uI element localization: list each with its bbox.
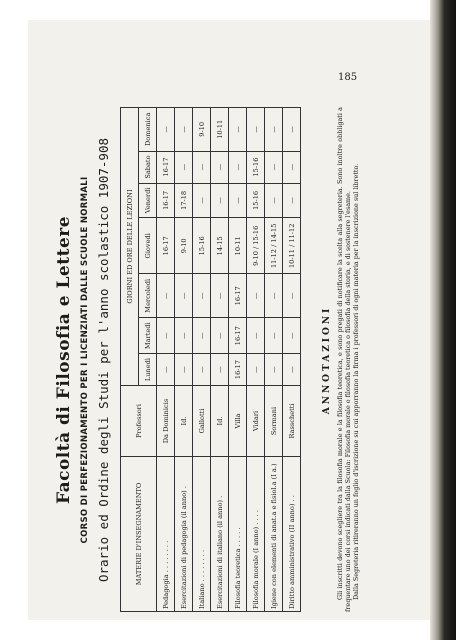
table-row xyxy=(265,108,283,612)
cell-orario: — xyxy=(175,274,193,318)
note-paragraph: Dalla Segreteria ritireranno un foglio d'iscrizione su cui apporranno la firma i professori di ogni materia per la inscrizione sul libretto. xyxy=(352,163,360,600)
cell-orario: — xyxy=(175,318,193,354)
cell-orario: 10-11 xyxy=(211,108,229,152)
cell-orario: — xyxy=(211,318,229,354)
cell-orario: — xyxy=(265,183,283,218)
table-row xyxy=(247,108,265,612)
table-row xyxy=(283,108,301,612)
cell-materia: Diritto amministrativo (II anno) . . xyxy=(283,457,301,612)
day-header: Mercoledì xyxy=(139,274,157,318)
rotated-content xyxy=(50,90,390,630)
cell-professore: Vidari xyxy=(247,386,265,457)
cell-orario: — xyxy=(193,274,211,318)
day-header: Lunedì xyxy=(139,354,157,386)
cell-orario: — xyxy=(283,151,301,183)
cell-orario: 16-17 xyxy=(229,318,247,354)
cell-orario: — xyxy=(157,274,175,318)
cell-orario: — xyxy=(247,354,265,386)
cell-orario: — xyxy=(229,151,247,183)
cell-orario: — xyxy=(229,183,247,218)
cell-orario: 16-17 xyxy=(157,151,175,183)
cell-orario: — xyxy=(211,183,229,218)
table-row xyxy=(211,108,229,612)
cell-orario: — xyxy=(283,274,301,318)
cell-orario: — xyxy=(193,318,211,354)
cell-orario: — xyxy=(175,108,193,152)
cell-professore: Gallotti xyxy=(193,386,211,457)
cell-orario: — xyxy=(229,108,247,152)
cell-professore: Id. xyxy=(211,386,229,457)
day-header: Domenica xyxy=(139,108,157,152)
cell-orario: — xyxy=(265,354,283,386)
cell-professore: Da Dominicis xyxy=(157,386,175,457)
cell-orario: 16-17 xyxy=(157,218,175,274)
header-professori: Professori xyxy=(121,386,157,457)
cell-orario: — xyxy=(193,354,211,386)
day-header: Martedì xyxy=(139,318,157,354)
cell-orario: 9-10 xyxy=(175,218,193,274)
table-row xyxy=(157,108,175,612)
cell-orario: — xyxy=(211,151,229,183)
table-row xyxy=(175,108,193,612)
cell-orario: — xyxy=(175,151,193,183)
table-body xyxy=(157,108,301,612)
cell-professore: Rasschetti xyxy=(283,386,301,457)
cell-professore: Sormani xyxy=(265,386,283,457)
cell-orario: 14-15 xyxy=(211,218,229,274)
faculty-title: Facoltà di Filosofia e Lettere xyxy=(54,215,74,505)
cell-orario: — xyxy=(211,274,229,318)
cell-materia: Esercitazioni di pedagogia (il anno) . xyxy=(175,457,193,612)
notes-heading: ANNOTAZIONI xyxy=(322,305,332,415)
cell-professore: Id. xyxy=(175,386,193,457)
cell-orario: 15-16 xyxy=(247,151,265,183)
cell-orario: 11-12 / 14-15 xyxy=(265,218,283,274)
schedule-title: Orario ed Ordine degli Studi per l'anno scolastico 1907-908 xyxy=(96,138,111,583)
table-row xyxy=(193,108,211,612)
cell-orario: 16-17 xyxy=(229,354,247,386)
cell-materia: Esercitazioni di italiano (il anno) . xyxy=(211,457,229,612)
cell-orario: 15-16 xyxy=(247,183,265,218)
cell-orario: 15-16 xyxy=(193,218,211,274)
cell-orario: — xyxy=(283,108,301,152)
table-header-row xyxy=(121,108,139,612)
table-row xyxy=(229,108,247,612)
cell-orario: — xyxy=(175,354,193,386)
cell-orario: — xyxy=(247,274,265,318)
header-materia: MATERIE D'INSEGNAMENTO xyxy=(121,457,157,612)
schedule-table xyxy=(120,107,301,612)
notes-text xyxy=(336,107,360,612)
cell-professore: Villa xyxy=(229,386,247,457)
cell-orario: — xyxy=(265,151,283,183)
cell-orario: — xyxy=(157,108,175,152)
cell-orario: — xyxy=(265,108,283,152)
cell-orario: — xyxy=(283,318,301,354)
cell-orario: — xyxy=(247,318,265,354)
book-edge-shadow xyxy=(430,0,456,640)
cell-orario: 16-17 xyxy=(229,274,247,318)
day-header: Venerdì xyxy=(139,183,157,218)
cell-materia: Pedagogia . . . . . . . . xyxy=(157,457,175,612)
cell-orario: 10-11 xyxy=(229,218,247,274)
cell-orario: 9-10 / 15-16 xyxy=(247,218,265,274)
cell-orario: 17-18 xyxy=(175,183,193,218)
cell-materia: Filosofia morale (I anno) . . . . xyxy=(247,457,265,612)
cell-orario: — xyxy=(283,183,301,218)
cell-orario: — xyxy=(283,354,301,386)
page-number: 185 xyxy=(338,72,358,83)
header-giorni: GIORNI ED ORE DELLE LEZIONI xyxy=(121,108,139,386)
note-paragraph: Gli inscritti devono scegliere tra la filosofia morale e la filosofia teoretica, e sono pregati di notificare la scelta alla segreteria. Sono inoltre obbligati a frequentare uno dei corsi indicati dalla Scuola: Filosofia morale o filosofia teoretica o filosofia della storia, e di sostenere l'esame. xyxy=(336,107,352,612)
cell-orario: — xyxy=(193,151,211,183)
cell-orario: — xyxy=(247,108,265,152)
cell-materia: Italiano . . . . . . . . xyxy=(193,457,211,612)
day-header: Giovedì xyxy=(139,218,157,274)
cell-materia: Filosofia teoretica . . . . . xyxy=(229,457,247,612)
cell-materia: Igiene con elementi di anat.a e fisiol.a (I a.) xyxy=(265,457,283,612)
course-subtitle: CORSO DI PERFEZIONAMENTO PER I LICENZIATI DALLE SCUOLE NORMALI xyxy=(80,176,90,544)
cell-orario: — xyxy=(193,183,211,218)
day-header: Sabato xyxy=(139,151,157,183)
cell-orario: — xyxy=(265,318,283,354)
cell-orario: 9-10 xyxy=(193,108,211,152)
cell-orario: — xyxy=(157,354,175,386)
cell-orario: — xyxy=(211,354,229,386)
cell-orario: 16-17 xyxy=(157,183,175,218)
cell-orario: — xyxy=(157,318,175,354)
cell-orario: — xyxy=(265,274,283,318)
cell-orario: 10-11 / 11-12 xyxy=(283,218,301,274)
